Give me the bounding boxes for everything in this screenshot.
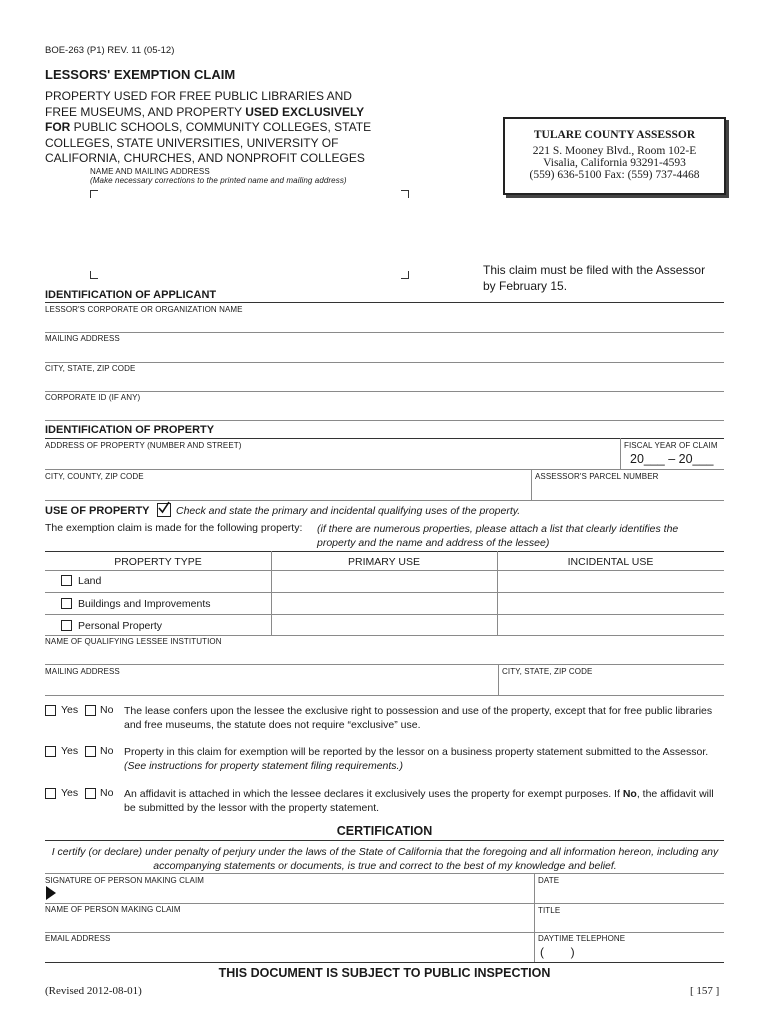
- divider: [498, 664, 499, 695]
- corner-mark-top-left: [90, 190, 98, 198]
- filing-note-line-2: by February 15.: [483, 279, 568, 293]
- personal-property-checkbox[interactable]: [61, 620, 72, 631]
- q3-yes-checkbox[interactable]: [45, 788, 56, 799]
- lessee-name-field[interactable]: [45, 646, 724, 664]
- buildings-incidental-use-field[interactable]: [498, 593, 724, 614]
- q3-line-1c: , the affidavit will: [636, 788, 714, 800]
- city-state-zip-label: CITY, STATE, ZIP CODE: [45, 364, 136, 373]
- corporate-id-label: CORPORATE ID (IF ANY): [45, 393, 141, 402]
- corporate-id-field[interactable]: [45, 402, 724, 420]
- column-header-property-type: PROPERTY TYPE: [114, 556, 202, 568]
- rule: [45, 469, 724, 470]
- q2-line-1: Property in this claim for exemption will be reported by the lessor on a business property statement submitted to the Assessor.: [124, 746, 709, 758]
- corner-mark-top-right: [401, 190, 409, 198]
- rule: [45, 903, 724, 904]
- divider: [534, 903, 535, 933]
- land-incidental-use-field[interactable]: [498, 571, 724, 592]
- fiscal-year-label: FISCAL YEAR OF CLAIM: [624, 441, 718, 450]
- divider: [534, 873, 535, 904]
- form-title: LESSORS' EXEMPTION CLAIM: [45, 67, 236, 82]
- subtitle-line-2a: FREE MUSEUMS, AND PROPERTY: [45, 104, 246, 119]
- q3-no-checkbox[interactable]: [85, 788, 96, 799]
- property-address-label: ADDRESS OF PROPERTY (NUMBER AND STREET): [45, 441, 242, 450]
- q3-line-2: be submitted by the lessor with the property statement.: [124, 802, 380, 814]
- row-label-buildings: Buildings and Improvements: [78, 598, 211, 610]
- mailing-address-label: MAILING ADDRESS: [45, 334, 120, 343]
- assessor-box: [503, 117, 726, 195]
- land-checkbox[interactable]: [61, 575, 72, 586]
- subtitle-line-3a: FOR: [45, 120, 71, 134]
- fiscal-year-field[interactable]: 20___ – 20___: [630, 452, 714, 466]
- divider: [531, 469, 532, 501]
- rule: [45, 362, 724, 363]
- subtitle-line-3: [45, 120, 371, 136]
- assessor-name: TULARE COUNTY ASSESSOR: [533, 129, 696, 141]
- parcel-number-field[interactable]: [535, 482, 724, 500]
- mailing-address-field[interactable]: [45, 344, 724, 362]
- table-top-rule: [45, 551, 724, 552]
- q1-yes-checkbox[interactable]: [45, 705, 56, 716]
- property-city-label: CITY, COUNTY, ZIP CODE: [45, 472, 144, 481]
- claim-note-line-1: (if there are numerous properties, please attach a list that clearly identifies the: [317, 523, 679, 535]
- filing-note-line-1: This claim must be filed with the Assessor: [483, 263, 706, 277]
- signature-field[interactable]: [60, 884, 530, 903]
- q1-no-label: No: [100, 704, 114, 716]
- org-name-label: LESSOR'S CORPORATE OR ORGANIZATION NAME: [45, 305, 243, 314]
- property-address-field[interactable]: [45, 451, 620, 469]
- claim-text: The exemption claim is made for the following property:: [45, 522, 303, 534]
- subtitle-line-4: COLLEGES, STATE UNIVERSITIES, UNIVERSITY OF: [45, 135, 339, 150]
- assessor-street: 221 S. Mooney Blvd., Room 102-E: [532, 145, 697, 157]
- q2-yes-label: Yes: [61, 745, 79, 757]
- land-primary-use-field[interactable]: [272, 571, 496, 592]
- subtitle-line-2: [45, 105, 371, 121]
- q1-yes-label: Yes: [61, 704, 79, 716]
- rule: [45, 873, 724, 874]
- use-heading: USE OF PROPERTY: [45, 505, 150, 517]
- column-header-primary-use: PRIMARY USE: [348, 556, 420, 568]
- corner-mark-bottom-left: [90, 271, 98, 279]
- subtitle-line-2b: USED EXCLUSIVELY: [245, 104, 365, 119]
- check-instruction: Check and state the primary and incidental qualifying uses of the property.: [176, 505, 521, 517]
- q2-no-checkbox[interactable]: [85, 746, 96, 757]
- property-rule: [45, 438, 724, 439]
- checkmark-icon: [157, 501, 171, 515]
- q2-text: [124, 745, 729, 773]
- claimant-name-field[interactable]: [45, 914, 530, 932]
- public-inspection-notice: THIS DOCUMENT IS SUBJECT TO PUBLIC INSPECTION: [218, 966, 551, 980]
- subtitle-line-5: CALIFORNIA, CHURCHES, AND NONPROFIT COLLEGES: [45, 151, 365, 165]
- claim-note-line-2: property and the name and address of the lessee): [317, 537, 550, 549]
- personal-incidental-use-field[interactable]: [498, 615, 724, 635]
- name-address-label: NAME AND MAILING ADDRESS: [90, 167, 210, 176]
- assessor-city: Visalia, California 93291-4593: [543, 157, 686, 169]
- lessee-city-label: CITY, STATE, ZIP CODE: [502, 667, 593, 676]
- form-number: BOE-263 (P1) REV. 11 (05-12): [45, 45, 175, 56]
- org-name-field[interactable]: [45, 314, 724, 332]
- rule: [45, 962, 724, 963]
- q2-no-label: No: [100, 745, 114, 757]
- personal-primary-use-field[interactable]: [272, 615, 496, 635]
- rule: [45, 391, 724, 392]
- claimant-name-label: NAME OF PERSON MAKING CLAIM: [45, 905, 181, 914]
- subtitle-line-3b: PUBLIC SCHOOLS, COMMUNITY COLLEGES, STATE: [70, 120, 372, 134]
- divider: [534, 932, 535, 962]
- lessee-name-label: NAME OF QUALIFYING LESSEE INSTITUTION: [45, 637, 222, 646]
- q3-yes-label: Yes: [61, 787, 79, 799]
- lessee-city-field[interactable]: [502, 677, 724, 695]
- q3-line-1a: An affidavit is attached in which the lessee declares it exclusively uses the property for exempt purposes. If: [124, 788, 623, 800]
- q3-line-1b: No: [622, 788, 637, 800]
- date-field[interactable]: [538, 885, 724, 903]
- rule: [45, 500, 724, 501]
- lessee-mailing-label: MAILING ADDRESS: [45, 667, 120, 676]
- buildings-checkbox[interactable]: [61, 598, 72, 609]
- certification-rule: [45, 840, 724, 841]
- certification-line-2: accompanying statements or documents, is true and correct to the best of my knowledge and belief.: [153, 860, 617, 872]
- rule: [45, 695, 724, 696]
- q1-text: [124, 704, 729, 732]
- q2-yes-checkbox[interactable]: [45, 746, 56, 757]
- certification-line-1: I certify (or declare) under penalty of perjury under the laws of the State of California that the foregoing and all information hereon, including any: [51, 846, 719, 858]
- filing-note: [483, 262, 705, 294]
- revised-date: (Revised 2012-08-01): [45, 985, 142, 997]
- email-field[interactable]: [45, 943, 530, 961]
- q1-no-checkbox[interactable]: [85, 705, 96, 716]
- column-header-incidental-use: INCIDENTAL USE: [567, 556, 654, 568]
- q2-line-2: (See instructions for property statement filing requirements.): [124, 760, 403, 772]
- page-code: [ 157 ]: [690, 985, 720, 997]
- email-label: EMAIL ADDRESS: [45, 934, 111, 943]
- assessor-phone: (559) 636-5100 Fax: (559) 737-4468: [529, 169, 700, 181]
- title-label: TITLE: [538, 906, 561, 915]
- divider: [620, 438, 621, 470]
- form-subtitle: [45, 89, 371, 167]
- q3-line-1: [124, 787, 729, 801]
- rule: [45, 332, 724, 333]
- row-label-land: Land: [78, 575, 102, 587]
- signature-label: SIGNATURE OF PERSON MAKING CLAIM: [45, 876, 205, 885]
- q1-line-1: The lease confers upon the lessee the exclusive right to possession and use of the property, except that for free public libraries: [124, 705, 713, 717]
- rule: [45, 932, 724, 933]
- phone-field[interactable]: ( ): [540, 945, 575, 959]
- rule: [45, 635, 724, 636]
- certification-text: [40, 845, 730, 873]
- q1-line-2: and free museums, the statute does not require “exclusive” use.: [124, 719, 421, 731]
- buildings-primary-use-field[interactable]: [272, 593, 496, 614]
- certification-heading: CERTIFICATION: [336, 824, 433, 838]
- name-address-note: (Make necessary corrections to the printed name and mailing address): [90, 176, 347, 185]
- sign-here-arrow-icon: [45, 886, 57, 900]
- property-heading: IDENTIFICATION OF PROPERTY: [45, 424, 215, 436]
- phone-label: DAYTIME TELEPHONE: [538, 934, 626, 943]
- row-label-personal-property: Personal Property: [78, 620, 163, 632]
- q3-text: [124, 787, 729, 815]
- city-state-zip-field[interactable]: [45, 373, 724, 391]
- corner-mark-bottom-right: [401, 271, 409, 279]
- lessee-mailing-field[interactable]: [45, 677, 497, 695]
- applicant-rule: [45, 302, 724, 303]
- property-city-field[interactable]: [45, 482, 530, 500]
- claim-note: [317, 522, 678, 550]
- check-example-box: [157, 503, 171, 517]
- parcel-number-label: ASSESSOR'S PARCEL NUMBER: [535, 472, 659, 481]
- subtitle-line-1: PROPERTY USED FOR FREE PUBLIC LIBRARIES AND: [45, 89, 352, 103]
- applicant-heading: IDENTIFICATION OF APPLICANT: [45, 289, 217, 301]
- q3-no-label: No: [100, 787, 114, 799]
- rule: [45, 420, 724, 421]
- date-label: DATE: [538, 876, 560, 885]
- rule: [45, 664, 724, 665]
- title-field[interactable]: [538, 915, 724, 932]
